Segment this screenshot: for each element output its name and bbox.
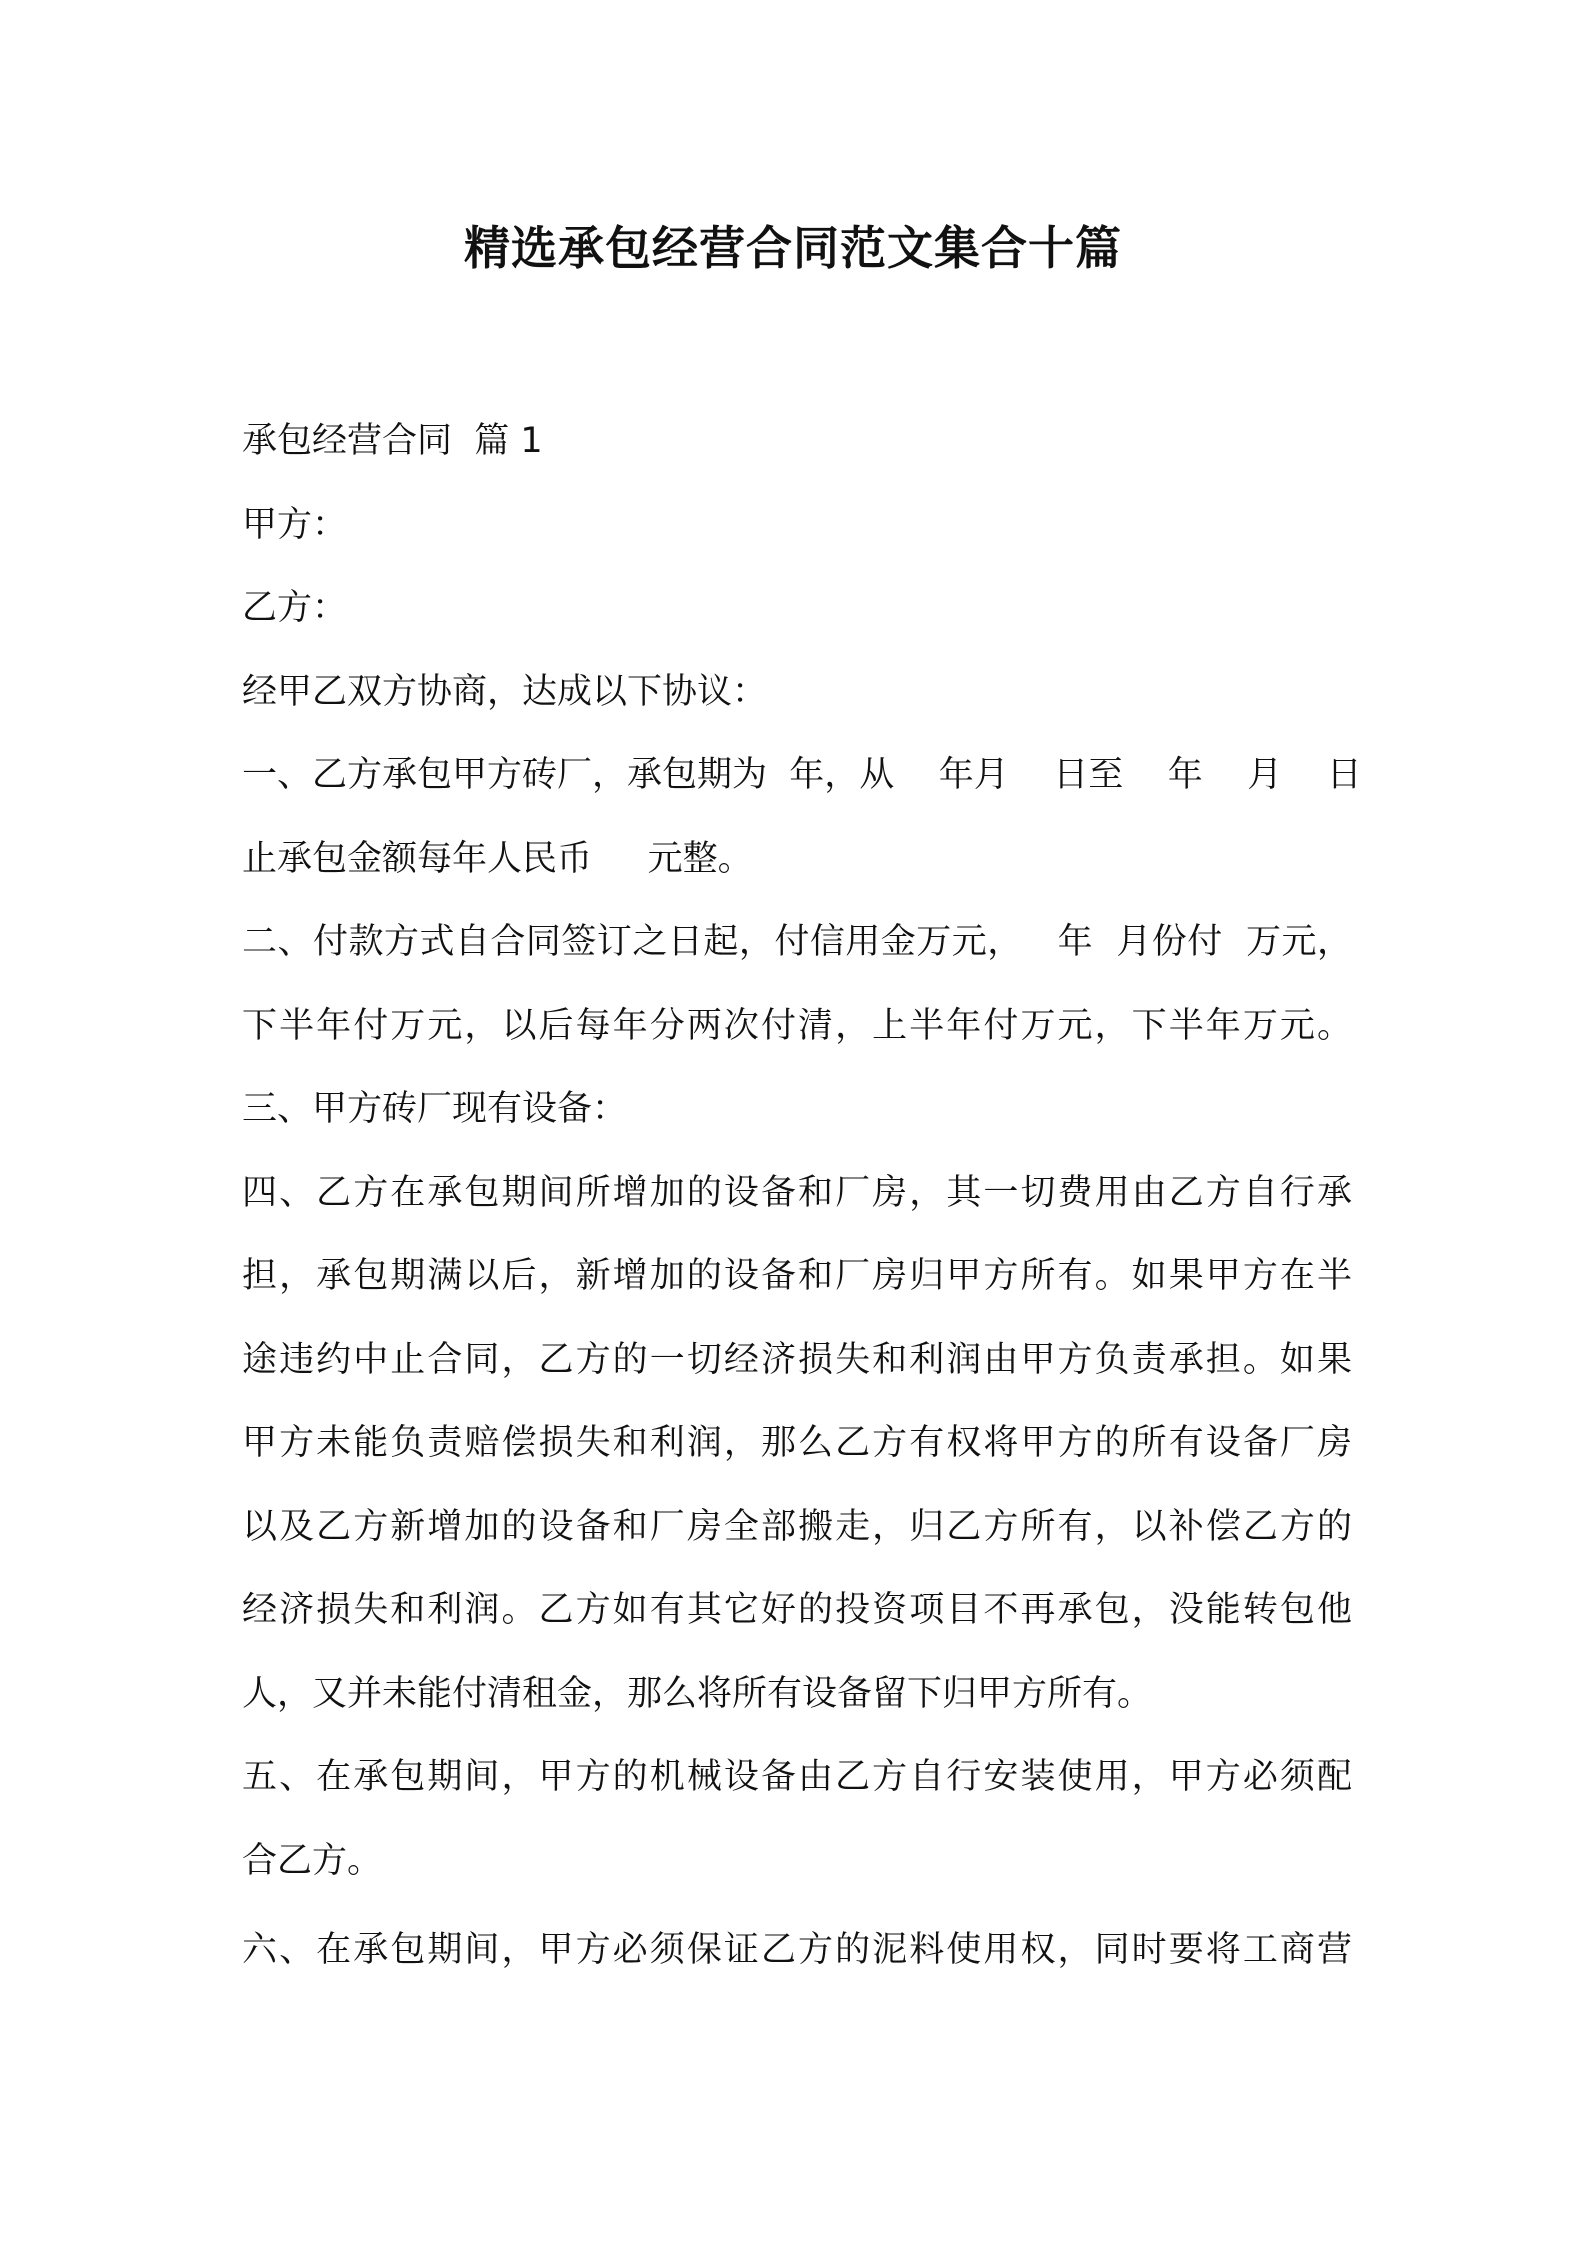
agreement-intro: 经甲乙双方协商，达成以下协议： (242, 671, 768, 712)
clause-4-line-2: 担，承包期满以后，新增加的设备和厂房归甲方所有。如果甲方在半 (242, 1256, 1352, 1296)
clause-4-line-4: 甲方未能负责赔偿损失和利润，那么乙方有权将甲方的所有设备厂房 (242, 1423, 1352, 1463)
clause-4-line-3: 途违约中止合同，乙方的一切经济损失和利润由甲方负责承担。如果 (242, 1339, 1352, 1380)
document-body (242, 400, 1362, 1993)
section-heading: 承包经营合同 篇 1 (242, 421, 543, 461)
clause-3-line-1: 三、甲方砖厂现有设备： (242, 1089, 628, 1129)
clause-5-line-2: 合乙方。 (242, 1840, 383, 1881)
clause-4-line-5: 以及乙方新增加的设备和厂房全部搬走，归乙方所有，以补偿乙方的 (242, 1506, 1352, 1547)
clause-5-line-1: 五、在承包期间，甲方的机械设备由乙方自行安装使用，甲方必须配 (242, 1757, 1352, 1797)
clause-1-line-1: 一、乙方承包甲方砖厂，承包期为 年，从 年月 日至 年 月 日 (242, 755, 1362, 795)
party-a-line: 甲方： (242, 504, 348, 545)
clause-2-line-2: 下半年付万元，以后每年分两次付清，上半年付万元，下半年万元。 (242, 1005, 1352, 1046)
clause-1-line-2: 止承包金额每年人民币 元整。 (242, 838, 753, 879)
clause-4-line-6: 经济损失和利润。乙方如有其它好的投资项目不再承包，没能转包他 (242, 1590, 1352, 1630)
clause-2-line-1: 二、付款方式自合同签订之日起，付信用金万元， 年 月份付 万元， (242, 922, 1352, 962)
clause-4-line-7: 人，又并未能付清租金，那么将所有设备留下归甲方所有。 (242, 1673, 1153, 1714)
document-title: 精选承包经营合同范文集合十篇 (464, 221, 1122, 275)
clause-6-line-1: 六、在承包期间，甲方必须保证乙方的泥料使用权，同时要将工商营 (242, 1930, 1352, 1970)
clause-4-line-1: 四、乙方在承包期间所增加的设备和厂房，其一切费用由乙方自行承 (242, 1172, 1352, 1213)
party-b-line: 乙方： (242, 588, 348, 628)
